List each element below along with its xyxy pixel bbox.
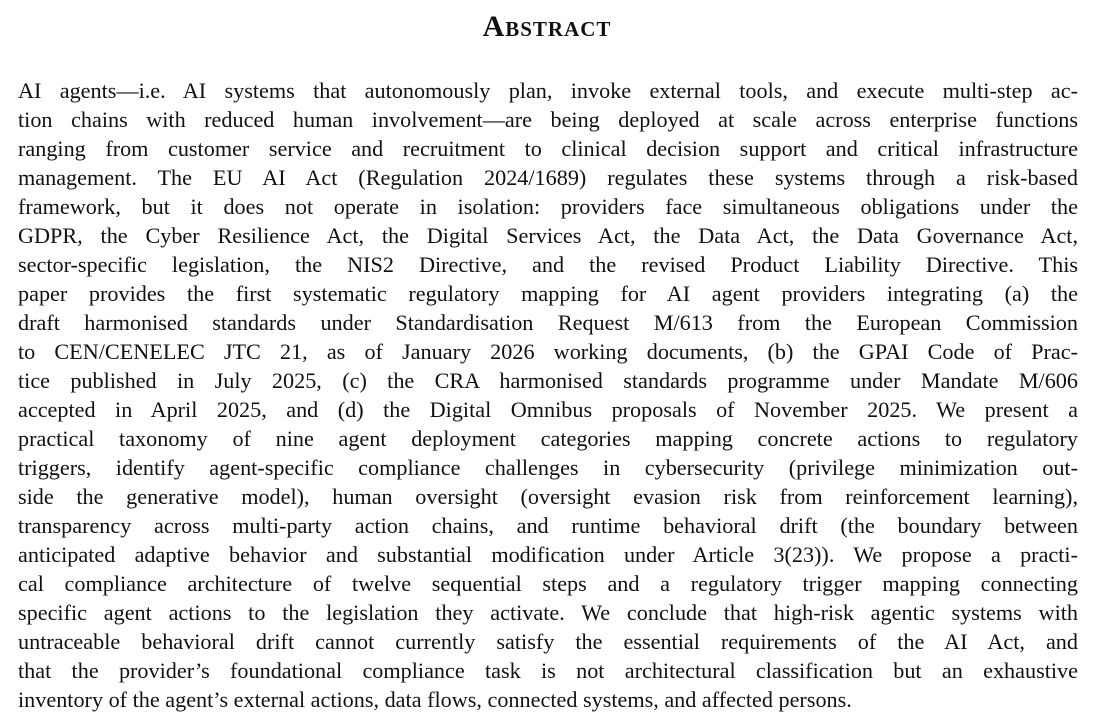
abstract-line: tice published in July 2025, (c) the CRA harmonised standards programme under Mandate M/606 [18, 368, 1078, 393]
abstract-line: untraceable behavioral drift cannot currently satisfy the essential requirements of the AI Act, and [18, 629, 1078, 654]
abstract-line: AI agents—i.e. AI systems that autonomously plan, invoke external tools, and execute multi-step ac- [18, 78, 1078, 103]
abstract-line: draft harmonised standards under Standardisation Request M/613 from the European Commission [18, 310, 1078, 335]
abstract-line: inventory of the agent’s external actions, data flows, connected systems, and affected persons. [18, 687, 852, 712]
abstract-heading: Abstract [482, 10, 612, 43]
abstract-line: framework, but it does not operate in isolation: providers face simultaneous obligations under the [18, 194, 1078, 219]
abstract-line: tion chains with reduced human involvement—are being deployed at scale across enterprise functions [18, 107, 1078, 132]
abstract-line: transparency across multi-party action chains, and runtime behavioral drift (the boundary between [18, 513, 1078, 538]
abstract-line: anticipated adaptive behavior and substantial modification under Article 3(23)). We propose a practi- [18, 542, 1078, 567]
abstract-line: GDPR, the Cyber Resilience Act, the Digital Services Act, the Data Act, the Data Governance Act, [18, 223, 1078, 248]
abstract-line: that the provider’s foundational compliance task is not architectural classification but an exhaustive [18, 658, 1078, 683]
abstract-line: to CEN/CENELEC JTC 21, as of January 2026 working documents, (b) the GPAI Code of Prac- [18, 339, 1078, 364]
abstract-line: specific agent actions to the legislation they activate. We conclude that high-risk agentic systems with [18, 600, 1078, 625]
abstract-line: management. The EU AI Act (Regulation 2024/1689) regulates these systems through a risk-based [18, 165, 1078, 190]
abstract-line: practical taxonomy of nine agent deployment categories mapping concrete actions to regulatory [18, 426, 1078, 451]
abstract-line: accepted in April 2025, and (d) the Digital Omnibus proposals of November 2025. We present a [18, 397, 1078, 422]
abstract-line: paper provides the first systematic regulatory mapping for AI agent providers integrating (a) the [18, 281, 1078, 306]
abstract-line: cal compliance architecture of twelve sequential steps and a regulatory trigger mapping connecting [18, 571, 1078, 596]
abstract-line: sector-specific legislation, the NIS2 Directive, and the revised Product Liability Directive. This [18, 252, 1078, 277]
abstract-line: ranging from customer service and recruitment to clinical decision support and critical infrastructure [18, 136, 1078, 161]
abstract-line: triggers, identify agent-specific compliance challenges in cybersecurity (privilege minimization out- [18, 455, 1078, 480]
abstract-line: side the generative model), human oversight (oversight evasion risk from reinforcement learning), [18, 484, 1078, 509]
abstract-body [18, 76, 1078, 714]
